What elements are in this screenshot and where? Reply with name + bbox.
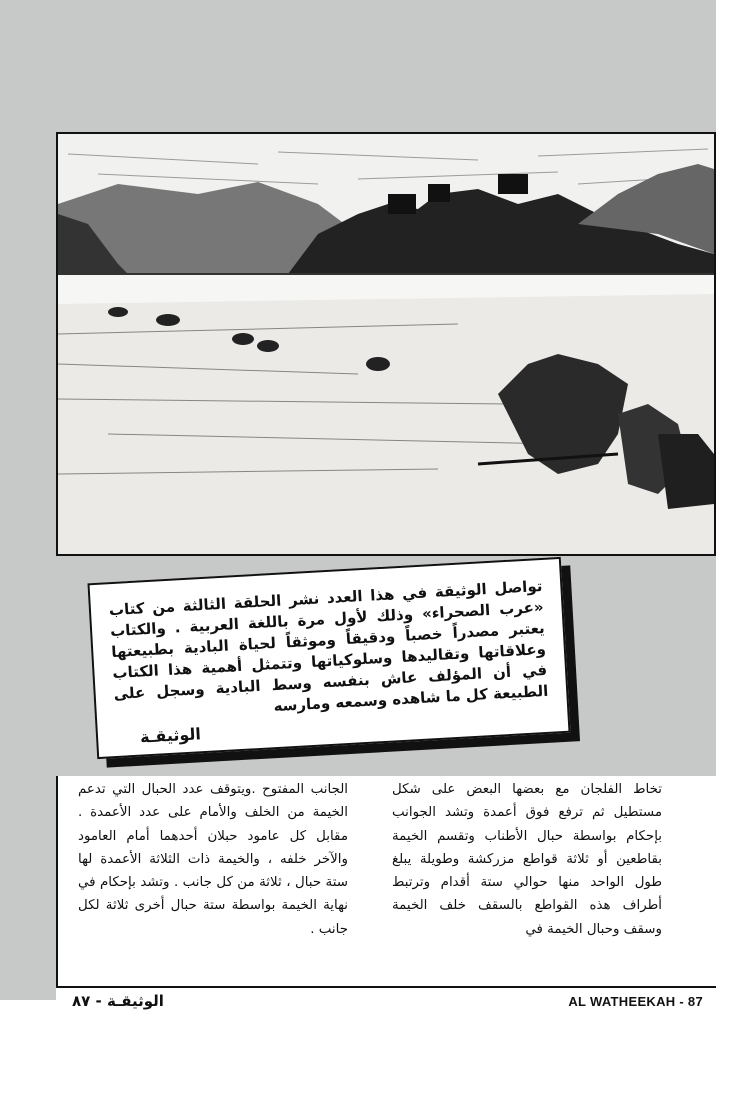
intro-caption-box: [87, 557, 570, 759]
top-gray-band: [0, 0, 716, 132]
article-column-left: الجانب المفتوح .ويتوقف عدد الحبال التي تدعم الخيمة من الخلف والأمام على عدد الأعمدة . مقابل كل عامود حبلان أحدهما أمام العامود والآخر خلفه ، والخيمة ذات الثلاثة الأعمدة لها ستة حبال ، ثلاثة من كل جانب . وتشد بإحكام في نهاية الخيمة بواسطة ستة حبال أخرى ثلاثة لكل جانب .: [78, 782, 348, 937]
caption-signature: الوثيقـة: [139, 724, 202, 747]
caption-text: تواصل الوثيقة في هذا العدد نشر الحلقة الثالثة من كتاب «عرب الصحراء» وذلك لأول مرة باللغة العربية . والكتاب يعتبر مصدراً خصباً ودقيقاً وموثقاً لحياة البادية بطبيعتها وعلاقاتها وتقاليدها وسلوكياتها وتتمثل أهمية هذا الكتاب في أن المؤلف عاش بنفسه وسط البادية وسجل على الطبيعة كل ما شاهده وسمعه ومارسه: [108, 576, 549, 716]
footer-arabic-page: الوثيقـة - ٨٧: [72, 992, 164, 1010]
left-gray-band: [0, 0, 56, 1000]
article-column-right: تخاط الفلجان مع بعضها البعض على شكل مستطيل ثم ترفع فوق أعمدة وتشد الجوانب بإحكام بواسطة حبال الأطناب وتقسم الخيمة بقاطعين أو ثلاثة قواطع مزركشة وطويلة يبلغ طول الواحد منها حوالي ستة أقدام وترتبط أطراف هذه القواطع بالسقف خلف الخيمة وسقف وحبال الخيمة في: [392, 782, 662, 937]
footer-latin-page: AL WATHEEKAH - 87: [568, 994, 703, 1009]
footer-divider: [56, 986, 716, 988]
desert-engraving-illustration: [56, 132, 716, 556]
